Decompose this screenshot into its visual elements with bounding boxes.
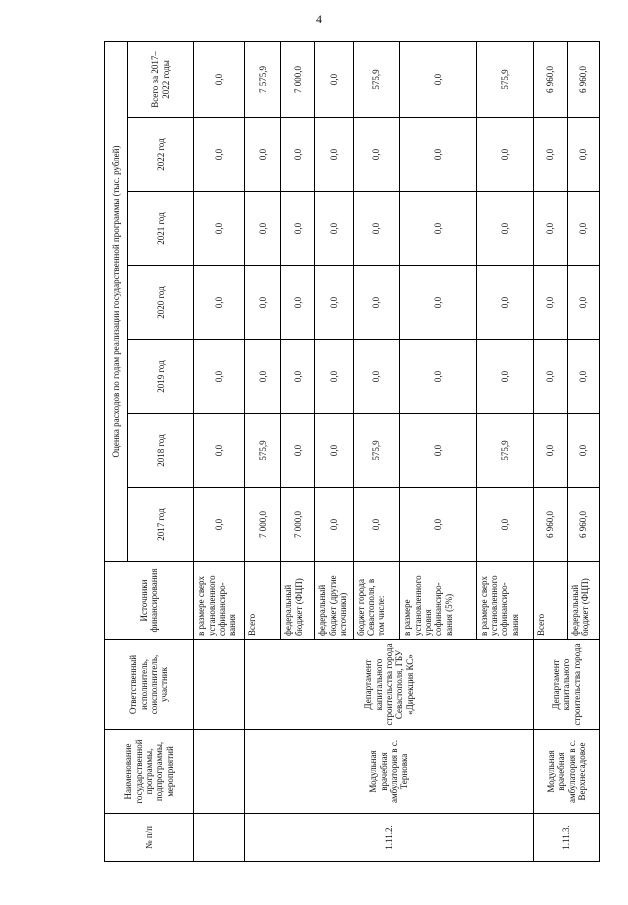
value-cell: 7 000,0 [245,488,281,562]
source-cell: федеральный бюджет (ФЦП) [568,562,600,640]
value-cell: 7 575,9 [245,41,281,117]
value-cell: 575,9 [476,414,533,488]
item-executor: Департамент капитального строительства города [534,640,600,730]
value-cell: 0,0 [476,192,533,266]
value-cell: 0,0 [245,266,281,340]
value-cell: 0,0 [194,340,245,414]
value-cell: 0,0 [353,266,400,340]
value-cell: 0,0 [534,266,568,340]
value-cell: 0,0 [194,488,245,562]
value-cell: 0,0 [194,266,245,340]
value-cell: 0,0 [400,192,476,266]
value-cell: 0,0 [476,340,533,414]
value-cell: 7 000,0 [281,41,315,117]
value-cell: 0,0 [245,192,281,266]
item-executor: Департамент капитального строительства города Севастополя, ГБУ «Дирекция КС» [245,640,534,730]
value-cell: 0,0 [568,266,600,340]
value-cell: 0,0 [568,192,600,266]
num-cell [194,814,245,862]
value-cell: 0,0 [534,340,568,414]
header-year: 2022 год [128,118,194,192]
value-cell: 0,0 [194,41,245,117]
value-cell: 0,0 [281,118,315,192]
value-cell: 0,0 [400,414,476,488]
name-cell [194,730,245,814]
value-cell: 575,9 [245,414,281,488]
value-cell: 6 960,0 [534,41,568,117]
value-cell: 0,0 [353,488,400,562]
value-cell: 0,0 [534,118,568,192]
page-number: 4 [316,12,322,26]
value-cell: 0,0 [281,414,315,488]
value-cell: 0,0 [400,41,476,117]
header-year: 2017 год [128,488,194,562]
header-year: 2018 год [128,414,194,488]
value-cell: 0,0 [476,266,533,340]
header-year: 2019 год [128,340,194,414]
value-cell: 0,0 [534,414,568,488]
value-cell: 0,0 [315,488,353,562]
value-cell: 0,0 [315,118,353,192]
rotated-table-container [104,42,600,862]
value-cell: 0,0 [245,118,281,192]
value-cell: 0,0 [568,118,600,192]
header-estimate: Оценка расходов по годам реализации государственной программы (тыс. рублей) [105,41,128,561]
item-num: 1.11.2. [245,814,534,862]
value-cell: 0,0 [568,340,600,414]
value-cell: 0,0 [400,488,476,562]
value-cell: 0,0 [194,118,245,192]
header-year: 2021 год [128,192,194,266]
header-year: 2020 год [128,266,194,340]
value-cell: 0,0 [315,192,353,266]
value-cell: 6 960,0 [568,41,600,117]
value-cell: 0,0 [315,340,353,414]
source-cell: федеральный бюджет (другие источники) [315,562,353,640]
table-row [194,41,245,861]
source-cell: в размере сверх установленного софинансиро-вания [476,562,533,640]
header-sources: Источники финансирования [105,562,194,640]
value-cell: 0,0 [476,488,533,562]
value-cell: 0,0 [194,414,245,488]
value-cell: 6 960,0 [534,488,568,562]
value-cell: 0,0 [400,118,476,192]
table-row [534,41,568,861]
value-cell: 0,0 [353,192,400,266]
value-cell: 0,0 [353,118,400,192]
value-cell: 0,0 [400,266,476,340]
value-cell: 575,9 [476,41,533,117]
value-cell: 0,0 [400,340,476,414]
source-cell: бюджет города Севастополя, в том числе: [353,562,400,640]
value-cell: 7 000,0 [281,488,315,562]
item-num: 1.11.3. [534,814,600,862]
source-cell: в размере установленного уровня софинансиро-вания (5%) [400,562,476,640]
source-cell: Всего [534,562,568,640]
value-cell: 0,0 [476,118,533,192]
value-cell: 575,9 [353,41,400,117]
value-cell: 0,0 [568,414,600,488]
value-cell: 0,0 [281,192,315,266]
financing-table [104,41,600,862]
value-cell: 0,0 [534,192,568,266]
source-cell: федеральный бюджет (ФЦП) [281,562,315,640]
value-cell: 0,0 [353,340,400,414]
value-cell: 0,0 [315,41,353,117]
source-cell: Всего [245,562,281,640]
item-name: Модульная врачебная амбулатория в с. Терновка [245,730,534,814]
value-cell: 6 960,0 [568,488,600,562]
value-cell: 0,0 [194,192,245,266]
executor-cell [194,640,245,730]
value-cell: 0,0 [315,266,353,340]
header-row [105,41,128,861]
value-cell: 0,0 [315,414,353,488]
header-name: Наименование государственной программы, подпрограммы, мероприятий [105,730,194,814]
source-cell: в размере сверх установленного софинансиро-вания [194,562,245,640]
header-total: Всего за 2017–2022 годы [128,41,194,117]
value-cell: 0,0 [281,266,315,340]
value-cell: 575,9 [353,414,400,488]
table-row [245,41,281,861]
header-num: № п/п [105,814,194,862]
value-cell: 0,0 [281,340,315,414]
header-executor: Ответственный исполнитель, соисполнитель, участник [105,640,194,730]
item-name: Модульная врачебная амбулатория в с. Верхнесадовое [534,730,600,814]
value-cell: 0,0 [245,340,281,414]
